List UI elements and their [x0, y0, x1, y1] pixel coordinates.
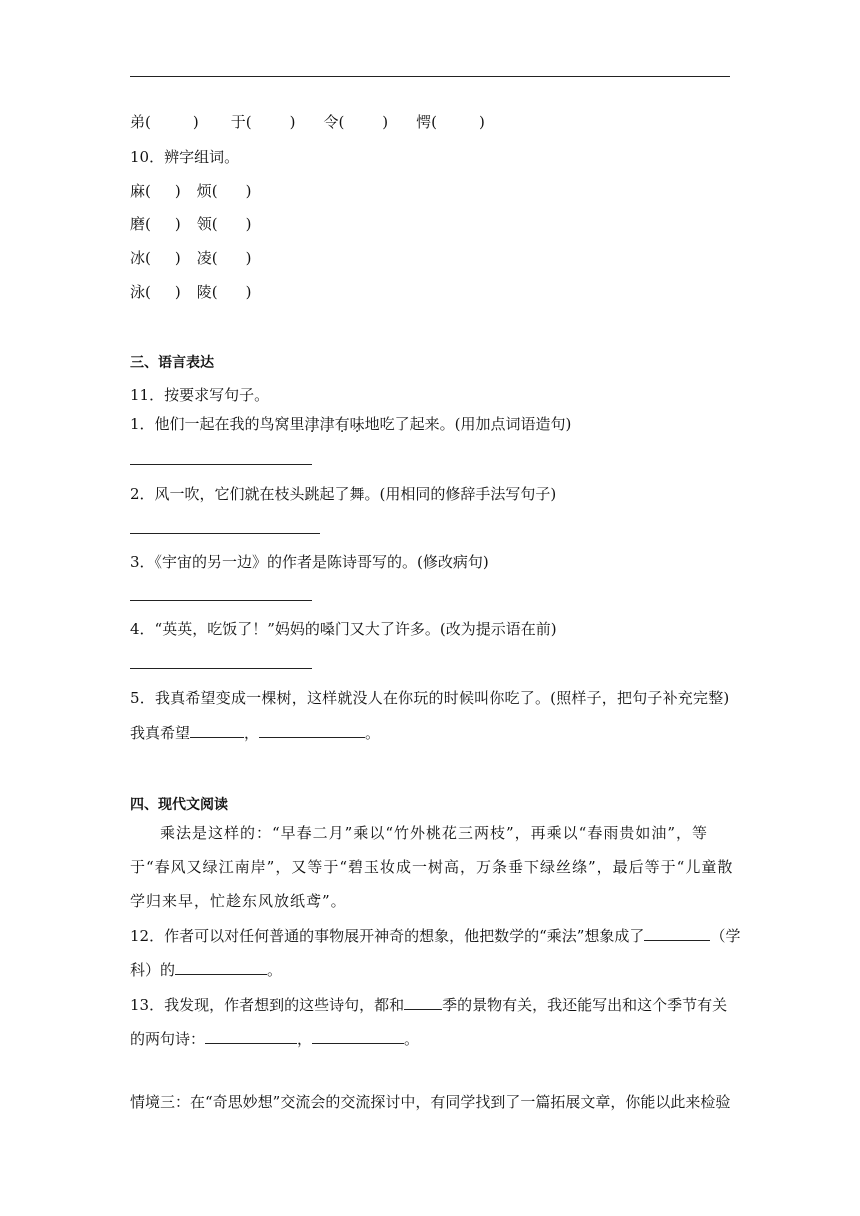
sentence-1-pre: 1．他们一起在我的鸟窝里	[130, 415, 305, 433]
q9-row	[130, 112, 485, 132]
char-yu: 于(	[230, 113, 252, 131]
char-e: 愕(	[416, 113, 438, 131]
sentence-1-post: 地吃了起来。(用加点词语造句)	[364, 415, 572, 433]
answer-line-1[interactable]	[130, 464, 312, 465]
section-3-title: 三、语言表达	[130, 355, 214, 371]
word-cell: 陵(	[196, 283, 218, 301]
paren-close: )	[245, 249, 252, 267]
sentence-3: 3．《宇宙的另一边》的作者是陈诗哥写的。(修改病句)	[130, 553, 489, 571]
paren-close: )	[382, 113, 389, 131]
q13-line-2	[130, 1027, 419, 1049]
word-cell: 领(	[196, 215, 218, 233]
q13-text-b: 季的景物有关，我还能写出和这个季节有关	[442, 996, 728, 1014]
q12-text-b: （学	[710, 927, 741, 945]
paren-close: )	[245, 283, 252, 301]
period: 。	[404, 1030, 420, 1048]
paren-close: )	[192, 113, 199, 131]
answer-line-4[interactable]	[130, 668, 312, 669]
blank-q12[interactable]	[175, 958, 267, 975]
answer-line-3[interactable]	[130, 600, 312, 601]
q10-row-3	[130, 248, 251, 268]
q10-row-4	[130, 282, 251, 302]
paren-close: )	[245, 215, 252, 233]
word-cell: 冰(	[130, 249, 151, 267]
q12-line-1	[130, 924, 740, 946]
q12-text-c: 科）的	[130, 961, 176, 979]
header-rule	[130, 76, 730, 77]
dotted-char: 津	[304, 415, 320, 433]
q10-title: 10．辨字组词。	[130, 148, 240, 166]
q11-title: 11．按要求写句子。	[130, 386, 270, 404]
period: 。	[267, 961, 283, 979]
word-cell: 泳(	[130, 283, 151, 301]
blank-5a[interactable]	[190, 721, 244, 738]
dotted-char: 味	[349, 415, 365, 433]
sentence-5: 5．我真希望变成一棵树，这样就没人在你玩的时候叫你吃了。(照样子，把句子补充完整)	[130, 689, 730, 707]
sentence-1	[130, 414, 571, 434]
answer-line-2[interactable]	[130, 533, 320, 534]
fill-prefix: 我真希望	[130, 724, 191, 742]
period: 。	[365, 724, 381, 742]
word-cell: 磨(	[130, 215, 151, 233]
q10-row-2	[130, 214, 251, 234]
sentence-4: 4．“英英，吃饭了！”妈妈的嗓门又大了许多。(改为提示语在前)	[130, 620, 557, 638]
word-cell: 烦(	[196, 182, 218, 200]
char-di: 弟(	[130, 113, 151, 131]
char-ling: 令(	[323, 113, 345, 131]
paren-close: )	[174, 215, 181, 233]
blank-5b[interactable]	[259, 721, 365, 738]
q12-line-2	[130, 958, 282, 980]
word-cell: 凌(	[196, 249, 218, 267]
word-cell: 麻(	[130, 182, 151, 200]
comma: ，	[297, 1030, 313, 1048]
blank-poem-2[interactable]	[312, 1027, 404, 1044]
blank-season[interactable]	[404, 993, 442, 1010]
dotted-char: 津	[319, 415, 335, 433]
comma: ，	[244, 724, 260, 742]
sentence-5-fill	[130, 721, 380, 743]
section-4-title: 四、现代文阅读	[130, 797, 228, 813]
q13-text-c: 的两句诗：	[130, 1030, 206, 1048]
sentence-2: 2．风一吹，它们就在枝头跳起了舞。(用相同的修辞手法写句子)	[130, 485, 557, 503]
q10-row-1	[130, 181, 251, 201]
q12-text: 12．作者可以对任何普通的事物展开神奇的想象，他把数学的“乘法”想象成了	[130, 927, 645, 945]
paren-close: )	[174, 182, 181, 200]
blank-subject[interactable]	[644, 924, 710, 941]
paren-close: )	[174, 283, 181, 301]
blank-poem-1[interactable]	[205, 1027, 297, 1044]
q13-line-1	[130, 993, 727, 1015]
paren-close: )	[174, 249, 181, 267]
paren-close: )	[289, 113, 296, 131]
q13-text: 13．我发现，作者想到的这些诗句，都和	[130, 996, 405, 1014]
paren-close: )	[245, 182, 252, 200]
dotted-char: 有	[334, 415, 350, 433]
reading-passage: 乘法是这样的：“早春二月”乘以“竹外桃花三两枝”，再乘以“春雨贵如油”，等于“春风又绿江南岸”，又等于“碧玉妆成一树高，万条垂下绿丝绦”，最后等于“儿童散学归来早，忙趁东风放纸鸢”。	[130, 824, 734, 910]
paren-close: )	[479, 113, 485, 131]
scene-3-text: 情境三：在“奇思妙想”交流会的交流探讨中，有同学找到了一篇拓展文章，你能以此来检验	[130, 1093, 731, 1111]
